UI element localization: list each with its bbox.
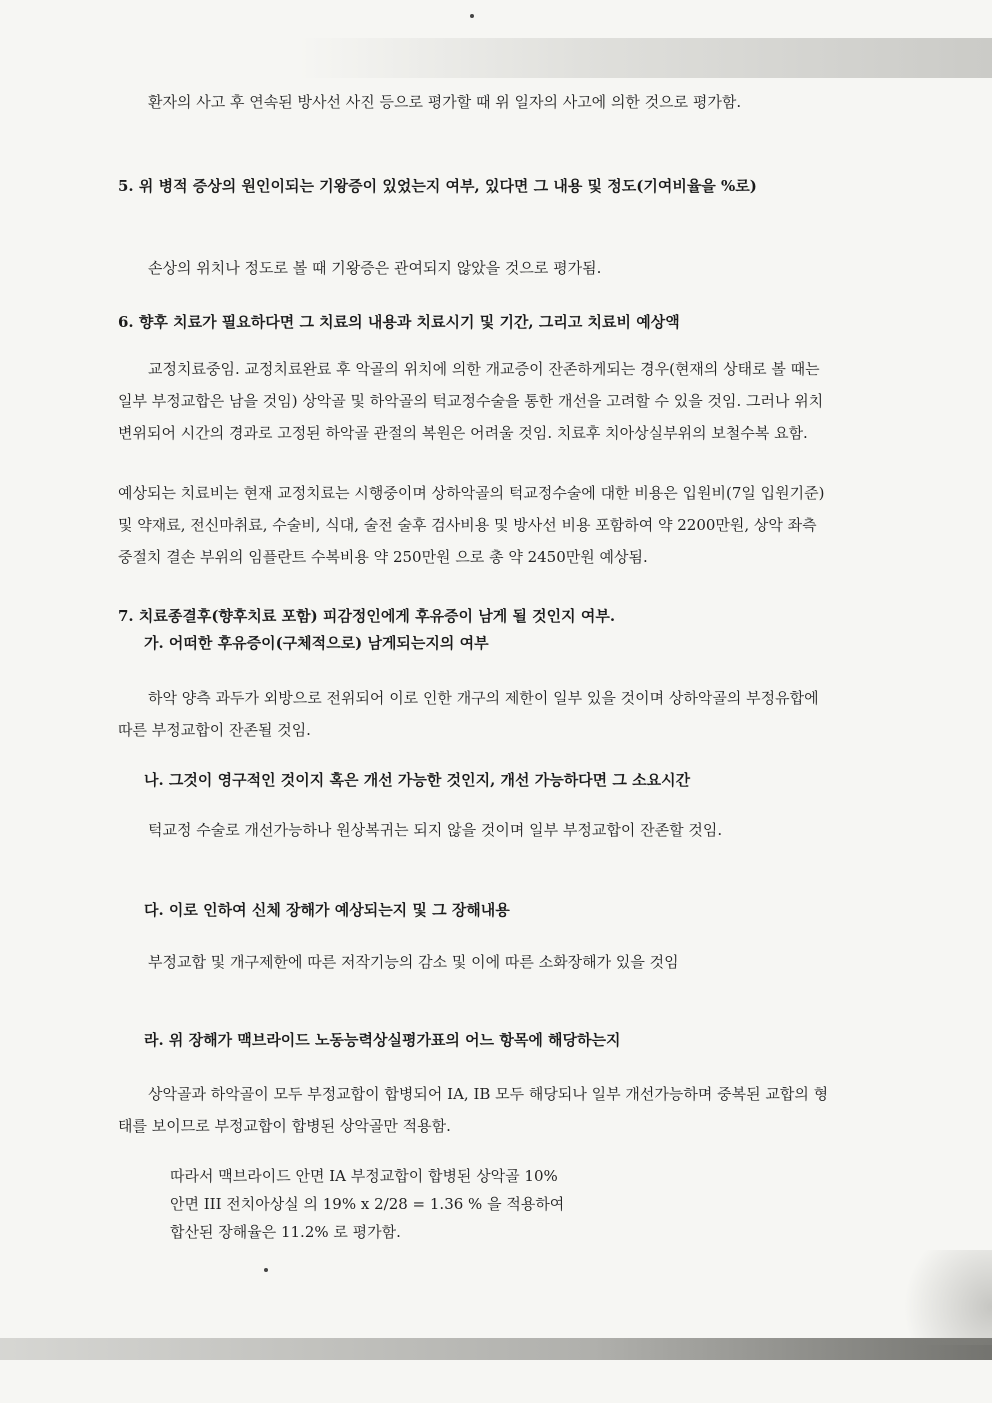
- question-7-ga: 가. 어떠한 후유증이(구체적으로) 남게되는지의 여부: [144, 634, 489, 652]
- answer-7-na: 턱교정 수술로 개선가능하나 원상복귀는 되지 않을 것이며 일부 부정교합이 잔존할 것임.: [148, 821, 723, 839]
- calculation-line-1: 따라서 맥브라이드 안면 IA 부정교합이 합병된 상악골 10%: [170, 1167, 558, 1185]
- answer-7-da: 부정교합 및 개구제한에 따른 저작기능의 감소 및 이에 따른 소화장해가 있을 것임: [148, 953, 679, 971]
- scan-noise-top: [0, 38, 992, 78]
- question-6-heading: 6. 향후 치료가 필요하다면 그 치료의 내용과 치료시기 및 기간, 그리고 치료비 예상액: [118, 313, 680, 331]
- answer-7-ga: 하악 양측 과두가 외방으로 전위되어 이로 인한 개구의 제한이 일부 있을 것이며 상하악골의 부정유합에 따른 부정교합이 잔존될 것임.: [118, 689, 819, 739]
- question-7-na: 나. 그것이 영구적인 것이지 혹은 개선 가능한 것인지, 개선 가능하다면 그 소요시간: [144, 771, 691, 789]
- scan-noise-corner: [880, 1250, 992, 1345]
- question-7-da: 다. 이로 인하여 신체 장해가 예상되는지 및 그 장해내용: [144, 901, 510, 919]
- calculation-line-2: 안면 III 전치아상실 의 19% x 2/28 = 1.36 % 을 적용하여: [170, 1195, 565, 1213]
- calculation-line-3: 합산된 장해율은 11.2% 로 평가함.: [170, 1223, 401, 1241]
- paragraph-accident-evaluation: 환자의 사고 후 연속된 방사선 사진 등으로 평가할 때 위 일자의 사고에 의한 것으로 평가함.: [148, 93, 742, 111]
- answer-6-treatment: 교정치료중임. 교정치료완료 후 악골의 위치에 의한 개교증이 잔존하게되는 경우(현재의 상태로 볼 때는 일부 부정교합은 남을 것임) 상악골 및 하악골의 턱교정수술을 통한 개선을 고려할 수 있을 것임. 그러나 위치 변위되어 시간의 경과로 고정된 하악골 관절의 복원은 어려울 것임. 치료후 치아상실부위의 보철수복 요함.: [118, 360, 824, 442]
- answer-6-cost: 예상되는 치료비는 현재 교정치료는 시행중이며 상하악골의 턱교정수술에 대한 비용은 입원비(7일 입원기준)및 약재료, 전신마취료, 수술비, 식대, 술전 술후 검사비용 및 방사선 비용 포함하여 약 2200만원, 상악 좌측 중절치 결손 부위의 임플란트 수복비용 약 250만원 으로 총 약 2450만원 예상됨.: [118, 484, 825, 566]
- scan-dot: [470, 14, 474, 18]
- scan-dot: [264, 1268, 268, 1272]
- answer-5: 손상의 위치나 정도로 볼 때 기왕증은 관여되지 않았을 것으로 평가됨.: [148, 259, 602, 277]
- answer-7-ra: 상악골과 하악골이 모두 부정교합이 합병되어 IA, IB 모두 해당되나 일부 개선가능하며 중복된 교합의 형태를 보이므로 부정교합이 합병된 상악골만 적용함.: [118, 1085, 829, 1135]
- question-7-ra: 라. 위 장해가 맥브라이드 노동능력상실평가표의 어느 항목에 해당하는지: [144, 1031, 621, 1049]
- question-7-heading: 7. 치료종결후(향후치료 포함) 피감정인에게 후유증이 남게 될 것인지 여부.: [118, 607, 616, 625]
- question-5-heading: 5. 위 병적 증상의 원인이되는 기왕증이 있었는지 여부, 있다면 그 내용 및 정도(기여비율을 %로): [118, 177, 757, 195]
- scan-noise-bottom: [0, 1338, 992, 1360]
